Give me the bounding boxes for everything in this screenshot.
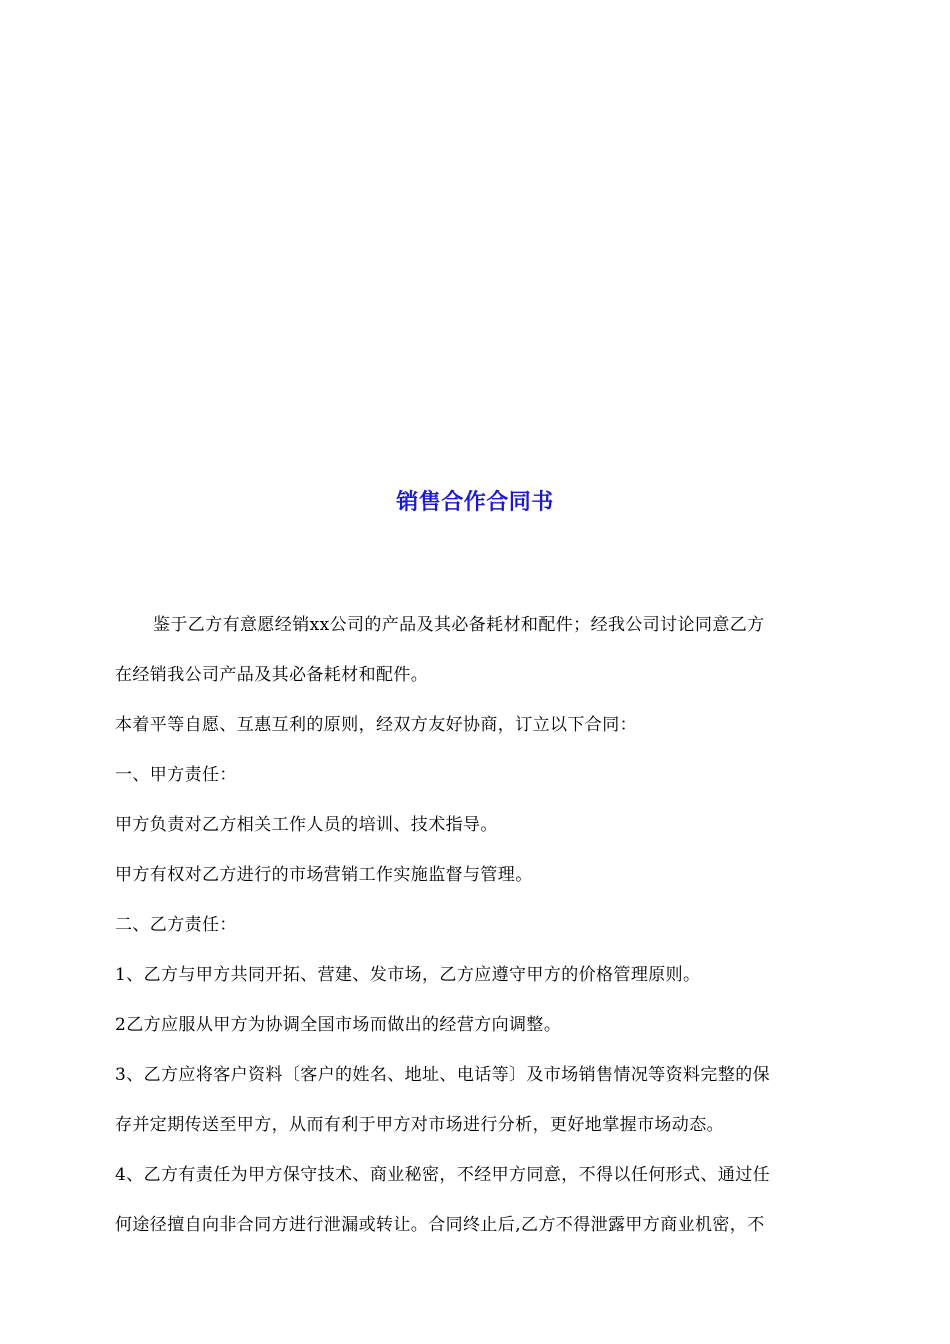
document-title: 销售合作合同书 [396, 490, 554, 515]
clause-line: 3、乙方应将客户资料〔客户的姓名、地址、电话等〕及市场销售情况等资料完整的保 [115, 1065, 771, 1085]
document-body [115, 600, 837, 1250]
clause-line: 存并定期传送至甲方，从而有利于甲方对市场进行分析，更好地掌握市场动态。 [115, 1115, 724, 1135]
paragraph-line: 鉴于乙方有意愿经销xx公司的产品及其必备耗材和配件；经我公司讨论同意乙方 [153, 615, 765, 635]
clause-line: 2乙方应服从甲方为协调全国市场而做出的经营方向调整。 [115, 1015, 562, 1035]
section-heading: 一、甲方责任： [115, 765, 237, 785]
paragraph-line: 甲方有权对乙方进行的市场营销工作实施监督与管理。 [115, 865, 533, 885]
paragraph-line: 本着平等自愿、互惠互利的原则，经双方友好协商，订立以下合同： [115, 715, 637, 735]
clause-line: 4、乙方有责任为甲方保守技术、商业秘密，不经甲方同意，不得以任何形式、通过任 [115, 1165, 771, 1185]
clause-line: 何途径擅自向非合同方进行泄漏或转让。合同终止后,乙方不得泄露甲方商业机密，不 [115, 1215, 765, 1235]
paragraph-line: 在经销我公司产品及其必备耗材和配件。 [115, 665, 429, 685]
paragraph-line: 甲方负责对乙方相关工作人员的培训、技术指导。 [115, 815, 498, 835]
clause-line: 1、乙方与甲方共同开拓、营建、发市场，乙方应遵守甲方的价格管理原则。 [115, 965, 701, 985]
section-heading: 二、乙方责任： [115, 915, 237, 935]
